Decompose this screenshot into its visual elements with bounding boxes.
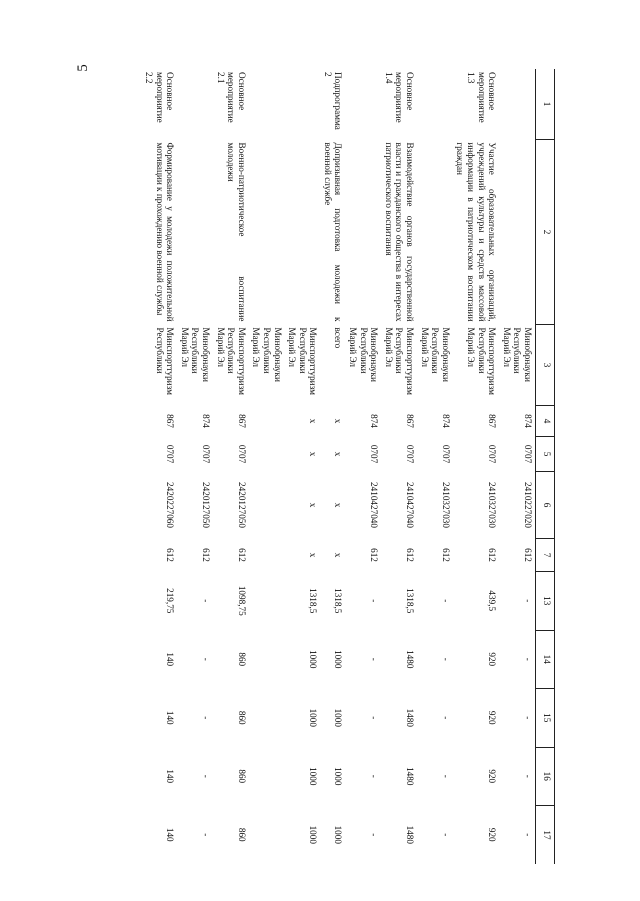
row-label-cell [285, 69, 321, 140]
section-cell: x [308, 451, 319, 457]
value-cell: - [369, 833, 380, 837]
value-cell: 1000 [308, 825, 319, 844]
value-cell: - [369, 657, 380, 661]
expense-type-cell [249, 539, 285, 572]
value-cell: - [200, 657, 211, 661]
value-cell: - [200, 774, 211, 778]
row-label-cell: Подпрограмма 2 [322, 72, 344, 130]
row-label-cell: Основное мероприятие 2.1 [215, 72, 247, 123]
section-cell: 0707 [369, 444, 380, 464]
table-row [417, 69, 453, 864]
value-cell [249, 689, 285, 748]
description-cell: Участие образовательных организаций, учреждений культуры и средств массовой информации в патриотическом воспитании граждан [455, 142, 498, 322]
grbs-cell: 867 [487, 414, 498, 428]
description-cell [249, 140, 285, 325]
value-cell: 1000 [333, 708, 344, 727]
section-cell: 0707 [440, 444, 451, 464]
value-cell [249, 747, 285, 806]
value-cell: - [523, 599, 533, 603]
target-article-cell: 2410327030 [440, 482, 451, 528]
row-label-cell: Основное мероприятие 1.4 [383, 72, 416, 123]
expense-type-cell: 612 [165, 548, 176, 562]
grbs-cell: 874 [200, 414, 211, 428]
target-article-cell [249, 472, 285, 539]
value-cell: 1480 [405, 650, 416, 669]
header-cell: 3 [536, 325, 555, 406]
value-cell: 1318,5 [308, 588, 319, 614]
value-cell: 860 [236, 710, 247, 725]
grbs-cell: x [308, 418, 319, 424]
target-article-cell: x [308, 502, 319, 508]
table-row [177, 69, 213, 864]
section-cell: 0707 [165, 444, 176, 464]
value-cell: 860 [236, 827, 247, 842]
row-label-cell [177, 69, 213, 140]
value-cell: 1000 [308, 767, 319, 786]
value-cell: - [440, 716, 451, 720]
grbs-cell: 874 [369, 414, 380, 428]
executor-cell: Минобрнауки Республики Марий Эл [419, 327, 451, 382]
value-cell: 1318,5 [405, 588, 416, 614]
expense-type-cell: 612 [369, 548, 380, 562]
value-cell: - [369, 716, 380, 720]
value-cell: - [523, 833, 533, 837]
executor-cell: Минспорттуризм Республики [154, 327, 176, 395]
value-cell: - [440, 657, 451, 661]
expense-type-cell: 612 [405, 548, 416, 562]
section-cell: 0707 [523, 444, 533, 464]
target-article-cell: 2420227060 [165, 482, 176, 528]
value-cell: - [200, 599, 211, 603]
value-cell: - [200, 833, 211, 837]
value-cell: 920 [487, 710, 498, 725]
table-row [141, 69, 177, 864]
value-cell: 920 [487, 769, 498, 784]
value-cell: - [440, 833, 451, 837]
executor-cell: Минобрнауки Республики Марий Эл [501, 327, 533, 382]
description-cell: Военно-патриотическое воспитание молодежи [226, 142, 247, 322]
header-cell: 6 [536, 472, 555, 539]
table-row [453, 69, 499, 864]
table-body [141, 69, 535, 864]
row-label-cell [499, 69, 535, 140]
budget-table [141, 69, 555, 864]
value-cell [249, 572, 285, 631]
grbs-cell [249, 406, 285, 437]
description-cell: Формирование у молодежи положительной мотивации к прохождению военной службы [154, 142, 176, 322]
expense-type-cell: 612 [487, 548, 498, 562]
target-article-cell: 2420127050 [236, 482, 247, 528]
expense-type-cell: x [308, 552, 319, 558]
executor-cell: Минспорттуризм Республики Марий Эл [383, 327, 416, 395]
executor-cell: Минспорттуризм Республики Марий Эл [466, 327, 498, 395]
target-article-cell: x [333, 502, 344, 508]
description-cell [285, 140, 321, 325]
value-cell: 1000 [333, 767, 344, 786]
header-cell: 17 [536, 806, 555, 865]
rotated-table-container [105, 69, 555, 864]
table-row [499, 69, 535, 864]
header-cell: 13 [536, 572, 555, 631]
table-row [320, 69, 345, 864]
grbs-cell: 867 [405, 414, 416, 428]
grbs-cell: 867 [165, 414, 176, 428]
value-cell: - [440, 599, 451, 603]
table-row [381, 69, 417, 864]
section-cell: 0707 [487, 444, 498, 464]
header-cell: 14 [536, 630, 555, 689]
page-number: 5 [75, 64, 91, 72]
expense-type-cell: 612 [440, 548, 451, 562]
description-cell [346, 140, 382, 325]
header-cell: 1 [536, 69, 555, 140]
value-cell: 1098,75 [236, 585, 247, 616]
value-cell: 219,75 [165, 588, 176, 614]
description-cell [499, 140, 535, 325]
header-cell: 2 [536, 140, 555, 325]
value-cell: - [369, 599, 380, 603]
value-cell: 140 [165, 769, 176, 784]
section-cell [249, 437, 285, 472]
header-cell: 15 [536, 689, 555, 748]
value-cell: - [523, 657, 533, 661]
expense-type-cell: x [333, 552, 344, 558]
row-label-cell [346, 69, 382, 140]
target-article-cell: 2410427040 [369, 482, 380, 528]
value-cell: - [369, 774, 380, 778]
executor-cell: Минобрнауки Республики Марий Эл [179, 327, 211, 382]
value-cell: 860 [236, 769, 247, 784]
table-row [285, 69, 321, 864]
value-cell: 1480 [405, 825, 416, 844]
row-label-cell [417, 69, 453, 140]
value-cell: - [523, 716, 533, 720]
table-row [346, 69, 382, 864]
table-row [213, 69, 249, 864]
value-cell: - [523, 774, 533, 778]
grbs-cell: 867 [236, 414, 247, 428]
section-cell: 0707 [236, 444, 247, 464]
value-cell: 1000 [333, 650, 344, 669]
description-cell [177, 140, 213, 325]
executor-cell: Минспорттуризм Республики Марий Эл [215, 327, 247, 395]
value-cell: 1480 [405, 767, 416, 786]
value-cell: 140 [165, 652, 176, 667]
description-cell: Взаимодействие органов государственной власти и гражданского общества в интересах патриотического воспитания [383, 142, 416, 322]
table-row [249, 69, 285, 864]
description-cell [417, 140, 453, 325]
target-article-cell: 2410227020 [523, 482, 533, 528]
value-cell: 140 [165, 710, 176, 725]
value-cell: 439,5 [487, 590, 498, 612]
grbs-cell: 874 [440, 414, 451, 428]
row-label-cell [249, 69, 285, 140]
header-cell: 5 [536, 437, 555, 472]
section-cell: x [333, 451, 344, 457]
value-cell [249, 630, 285, 689]
target-article-cell: 2410427040 [405, 482, 416, 528]
value-cell [249, 806, 285, 865]
grbs-cell: x [333, 418, 344, 424]
section-cell: 0707 [405, 444, 416, 464]
value-cell: 1000 [333, 825, 344, 844]
section-cell: 0707 [200, 444, 211, 464]
value-cell: 140 [165, 827, 176, 842]
header-cell: 4 [536, 406, 555, 437]
value-cell: 860 [236, 652, 247, 667]
expense-type-cell: 612 [236, 548, 247, 562]
value-cell: 920 [487, 652, 498, 667]
executor-cell: всего [333, 327, 344, 349]
value-cell: 920 [487, 827, 498, 842]
expense-type-cell: 612 [200, 548, 211, 562]
value-cell: - [200, 716, 211, 720]
value-cell: 1318,5 [333, 588, 344, 614]
value-cell: 1000 [308, 650, 319, 669]
row-label-cell: Основное мероприятие 2.2 [144, 72, 176, 123]
value-cell: - [440, 774, 451, 778]
value-cell: 1480 [405, 708, 416, 727]
header-cell: 16 [536, 747, 555, 806]
executor-cell: Минобрнауки Республики Марий Эл [348, 327, 380, 382]
header-cell: 7 [536, 539, 555, 572]
target-article-cell: 2420127050 [200, 482, 211, 528]
table-header-row [536, 69, 555, 864]
expense-type-cell: 612 [523, 548, 533, 562]
executor-cell: Минобрнауки Республики Марий Эл [251, 327, 283, 382]
description-cell: Допризывная подготовка молодежи к военной службе [322, 142, 344, 322]
value-cell: 1000 [308, 708, 319, 727]
row-label-cell: Основное мероприятие 1.3 [466, 72, 498, 123]
grbs-cell: 874 [523, 414, 533, 428]
executor-cell: Минспорттуризм Республики Марий Эл [287, 327, 319, 395]
target-article-cell: 2410327030 [487, 482, 498, 528]
